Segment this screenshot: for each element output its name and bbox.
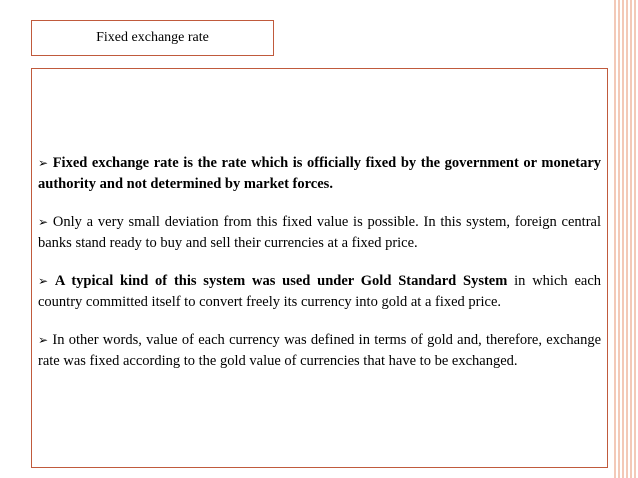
body-text [38, 153, 601, 389]
slide-title: Fixed exchange rate [96, 30, 209, 45]
paragraph-4 [38, 330, 601, 372]
paragraph-bold: Fixed exchange rate is the rate which is officially fixed by the government or monetary authority and not determined by market forces. [38, 155, 602, 192]
arrowhead-bullet-icon: ➢ [38, 156, 49, 170]
content-box [31, 68, 608, 468]
decorative-stripes [612, 0, 638, 478]
paragraph-bold: A typical kind of this system was used under Gold Standard System [54, 273, 508, 289]
title-box [31, 20, 274, 56]
paragraph-text: In other words, value of each currency was defined in terms of gold and, therefore, exchange rate was fixed according to the gold value of currencies that have to be exchanged. [38, 332, 602, 369]
arrowhead-bullet-icon: ➢ [38, 333, 49, 347]
arrowhead-bullet-icon: ➢ [38, 274, 49, 288]
paragraph-text: in which each country committed itself to convert freely its currency into gold at a fixed price. [38, 273, 602, 310]
paragraph-2 [38, 212, 601, 254]
paragraph-3 [38, 271, 601, 313]
paragraph-1 [38, 153, 601, 195]
paragraph-text: Only a very small deviation from this fixed value is possible. In this system, foreign central banks stand ready to buy and sell their currencies at a fixed price. [38, 214, 601, 251]
arrowhead-bullet-icon: ➢ [38, 215, 49, 229]
